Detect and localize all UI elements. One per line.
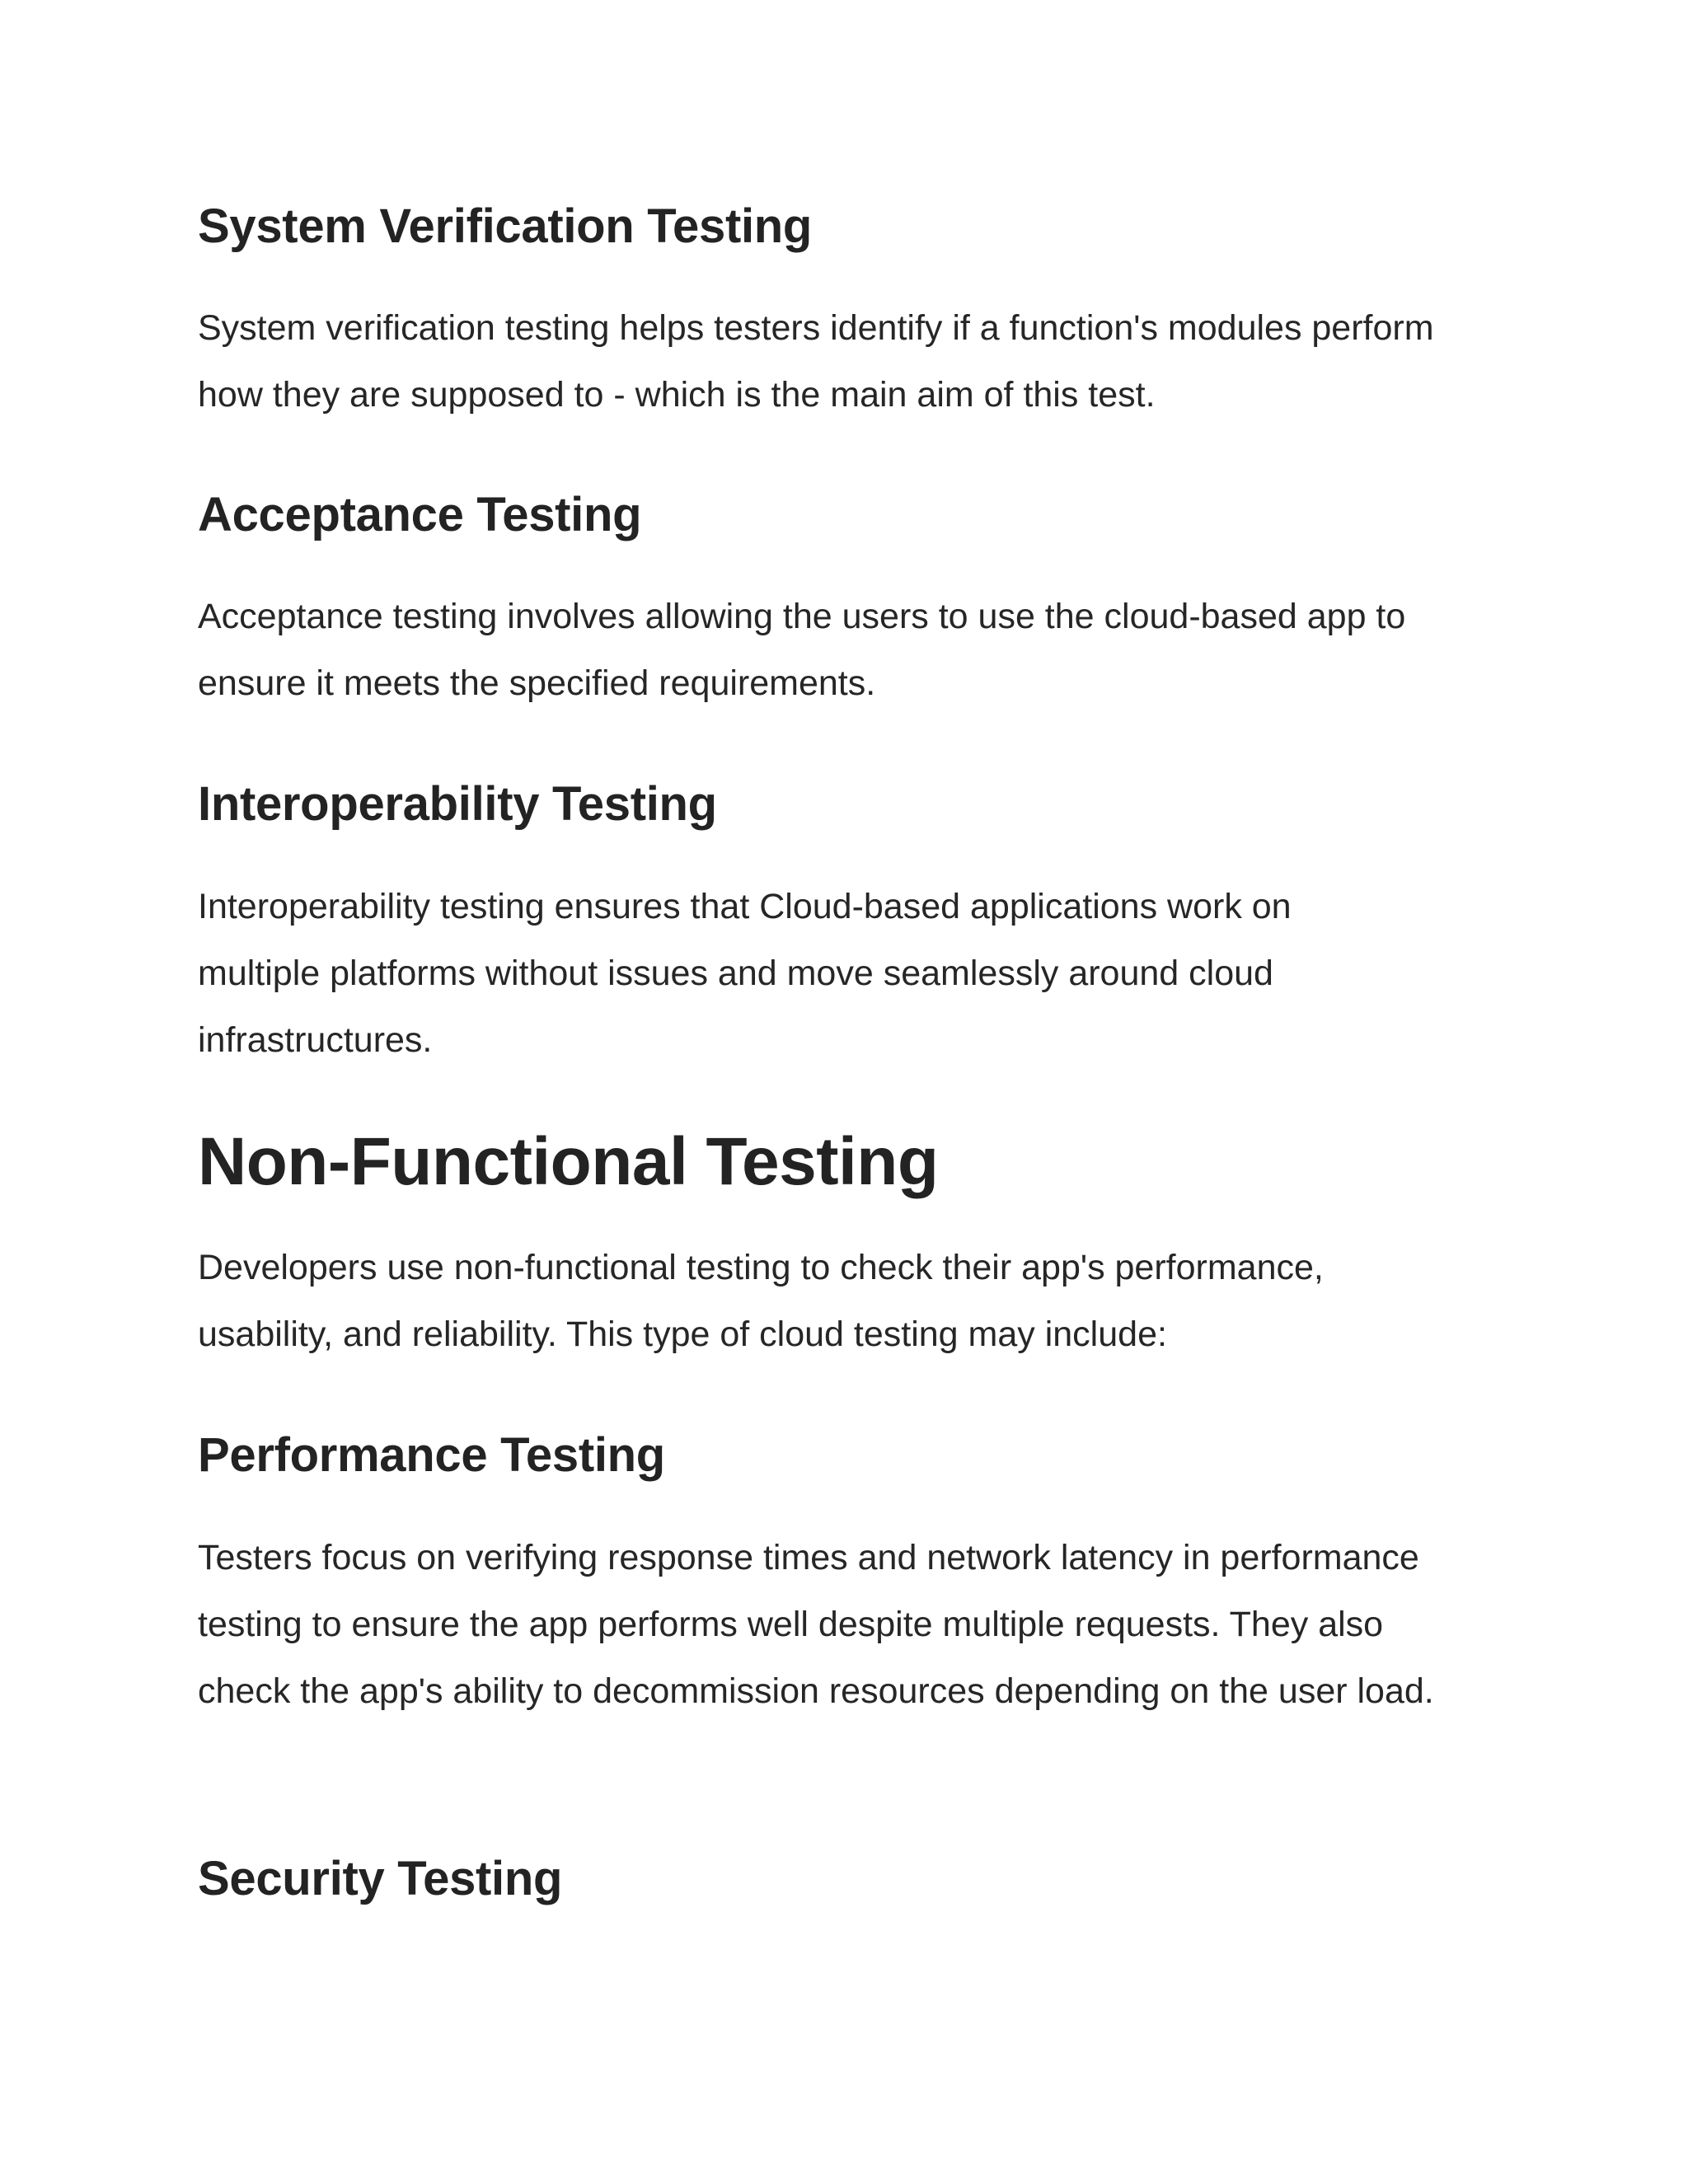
paragraph-non-functional-testing: Developers use non-functional testing to check their app's performance, usability, and reliability. This type of cloud testing may include: [198,1248,1324,1354]
heading-system-verification-testing: System Verification Testing [198,199,813,253]
paragraph-interoperability-testing: Interoperability testing ensures that Cloud-based applications work on multiple platforms without issues and move seamlessly around cloud infrastructures. [198,887,1292,1060]
paragraph-acceptance-testing: Acceptance testing involves allowing the users to use the cloud-based app to ensure it meets the specified requirements. [198,597,1406,703]
heading-acceptance-testing: Acceptance Testing [198,488,642,541]
heading-non-functional-testing: Non-Functional Testing [198,1124,939,1199]
heading-performance-testing: Performance Testing [198,1428,665,1482]
paragraph-system-verification-testing: System verification testing helps testers identify if a function's modules perform how they are supposed to - which is the main aim of this test. [198,308,1434,415]
heading-interoperability-testing: Interoperability Testing [198,777,717,831]
heading-security-testing: Security Testing [198,1852,563,1905]
paragraph-performance-testing: Testers focus on verifying response times and network latency in performance testing to ensure the app performs well despite multiple requests. They also check the app's ability to decommission resources depending on the user load. [198,1538,1434,1711]
